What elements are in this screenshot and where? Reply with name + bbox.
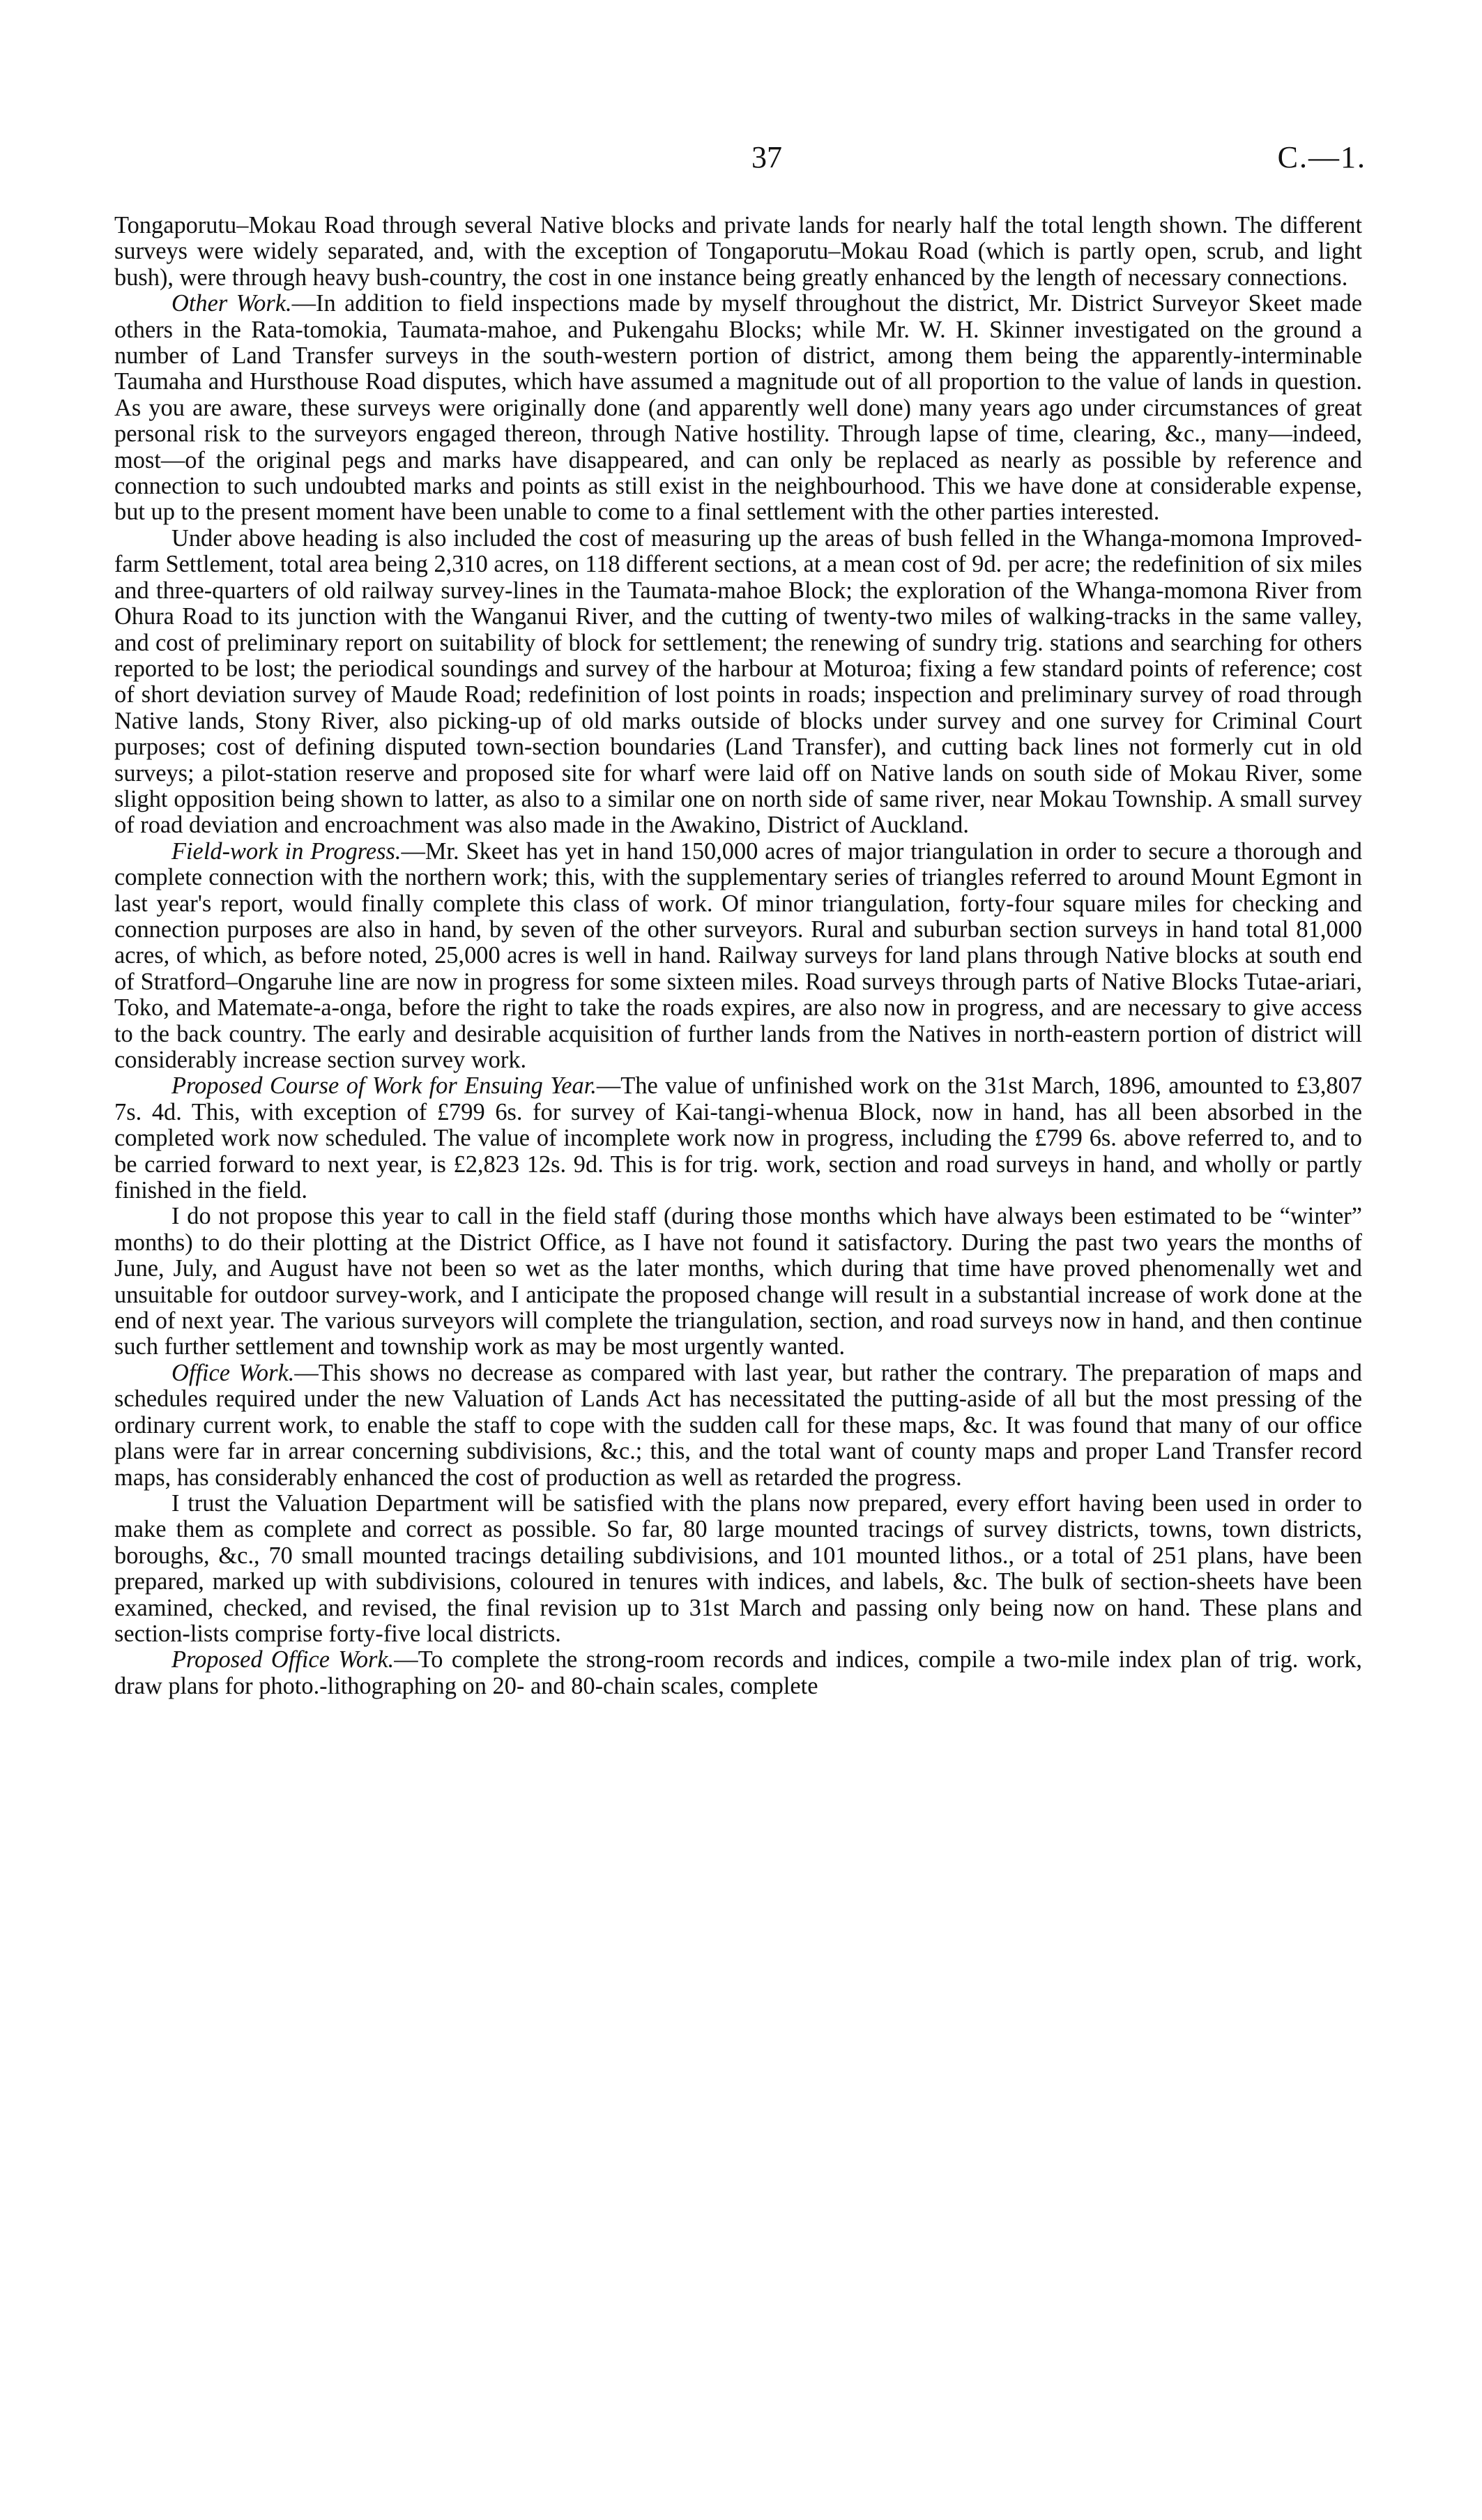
paragraph-text: I do not propose this year to call in the field staff (during those months which have always been estimated to be “winter” months) to do their plotting at the District Office, as I have not found it satisfactory. During the past two years the months of June, July, and August have not been so wet as the later months, which during that time have proved phenomenally wet and unsuitable for outdoor survey-work, and I anticipate the proposed change will result in a substantial increase of work done at the end of next year. The various surveyors will complete the triangulation, section, and road surveys now in hand, and then continue such further settlement and township work as may be most urgently wanted. bbox=[114, 1203, 1362, 1360]
paragraph-text: —Mr. Skeet has yet in hand 150,000 acres of major triangulation in order to secure a thorough and complete connection with the northern work; this, with the supplementary series of triangles referred to around Mount Egmont in last year's report, would finally complete this class of work. Of minor triangulation, forty-four square miles for checking and connection purposes are also in hand, by seven of the other surveyors. Rural and suburban section surveys in hand total 81,000 acres, of which, as before noted, 25,000 acres is well in hand. Railway surveys for land plans through Native blocks at south end of Stratford–Ongaruhe line are now in progress for some sixteen miles. Road surveys through parts of Native Blocks Tutae-ariari, Toko, and Matemate-a-onga, before the right to take the roads expires, are also now in progress, and are necessary to give access to the back country. The early and desirable acquisition of further lands from the Natives in north-eastern portion of district will considerably increase section survey work. bbox=[114, 837, 1362, 1073]
paragraph-text: —The value of unfinished work on the 31st March, 1896, amounted to £3,807 7s. 4d. This, with exception of £799 6s. for survey of Kai-tangi-whenua Block, now in hand, has all been absorbed in the completed work now scheduled. The value of incomplete work now in progress, including the £799 6s. above referred to, and to be carried forward to next year, is £2,823 12s. 9d. This is for trig. work, section and road surveys in hand, and wholly or partly finished in the field. bbox=[114, 1072, 1363, 1204]
paragraph-text: —To complete the strong-room records and indices, compile a two-mile index plan of trig. work, draw plans for photo.-lithographing on 20- and 80-chain scales, complete bbox=[114, 1646, 1363, 1699]
paragraph-lead: Office Work. bbox=[171, 1359, 295, 1386]
paragraph-text: —This shows no decrease as compared with last year, but rather the contrary. The preparation of maps and schedules required under the new Valuation of Lands Act has necessitated the putting-aside of all but the most pressing of the ordinary current work, to enable the staff to cope with the sudden call for these maps, &c. It was found that many of our office plans were far in arrear concerning subdivisions, &c.; this, and the total want of county maps and proper Land Transfer record maps, has considerably enhanced the cost of production as well as retarded the progress. bbox=[114, 1359, 1362, 1491]
paragraph-text: Tongaporutu–Mokau Road through several Native blocks and private lands for nearly half the total length shown. The different surveys were widely separated, and, with the exception of Tongaporutu–Mokau Road (which is partly open, scrub, and light bush), were through heavy bush-country, the cost in one instance being greatly enhanced by the length of necessary connections. bbox=[114, 212, 1362, 291]
paragraph bbox=[114, 213, 1362, 291]
paragraph-lead: Field-work in Progress. bbox=[171, 837, 402, 865]
paragraph-office-work bbox=[114, 1360, 1362, 1491]
paragraph bbox=[114, 1204, 1362, 1360]
paragraph-proposed-course bbox=[114, 1073, 1362, 1204]
paragraph-other-work bbox=[114, 291, 1362, 526]
paragraph-proposed-office-work bbox=[114, 1647, 1362, 1699]
paragraph-text: Under above heading is also included the cost of measuring up the areas of bush felled in the Whanga-momona Improved-farm Settlement, total area being 2,310 acres, on 118 different sections, at a mean cost of 9d. per acre; the redefinition of six miles and three-quarters of old railway survey-lines in the Taumata-mahoe Block; the exploration of the Whanga-momona River from Ohura Road to its junction with the Wanganui River, and the cutting of twenty-two miles of walking-tracks in the same valley, and cost of preliminary report on suitability of block for settlement; the renewing of sundry trig. stations and searching for others reported to be lost; the periodical soundings and survey of the harbour at Moturoa; fixing a few standard points of reference; cost of short deviation survey of Maude Road; redefinition of lost points in roads; inspection and preliminary survey of road through Native lands, Stony River, also picking-up of old marks outside of blocks under survey and one survey for Criminal Court purposes; cost of defining disputed town-section boundaries (Land Transfer), and cutting back lines not formerly cut in old surveys; a pilot-station reserve and proposed site for wharf were laid off on Native lands on south side of Mokau River, some slight opposition being shown to latter, as also to a similar one on north side of same river, near Mokau Township. A small survey of road deviation and encroachment was also made in the Awakino, District of Auckland. bbox=[114, 524, 1362, 839]
paragraph-lead: Other Work. bbox=[171, 290, 292, 317]
paragraph bbox=[114, 526, 1362, 839]
body-text bbox=[114, 213, 1362, 1699]
paragraph-text: I trust the Valuation Department will be satisfied with the plans now prepared, every effort having been used in order to make them as complete and correct as possible. So far, 80 large mounted tracings of survey districts, towns, town districts, boroughs, &c., 70 small mounted tracings detailing subdivisions, and 101 mounted lithos., or a total of 251 plans, have been prepared, marked up with subdivisions, coloured in tenures with indices, and labels, &c. The bulk of section-sheets have been examined, checked, and revised, the final revision up to 31st March and passing only being now on hand. These plans and section-lists comprise forty-five local districts. bbox=[114, 1489, 1362, 1647]
paragraph-lead: Proposed Office Work. bbox=[171, 1646, 395, 1673]
paragraph-lead: Proposed Course of Work for Ensuing Year. bbox=[171, 1072, 597, 1100]
paragraph-field-work bbox=[114, 839, 1362, 1074]
document-reference: C.—1. bbox=[1277, 140, 1366, 174]
paragraph-text: —In addition to field inspections made by myself throughout the district, Mr. District Surveyor Skeet made others in the Rata-tomokia, Taumata-mahoe, and Pukengahu Blocks; while Mr. W. H. Skinner investigated on the ground a number of Land Transfer surveys in the south-western portion of district, among them being the apparently-interminable Taumaha and Hursthouse Road disputes, which have assumed a magnitude out of all proportion to the value of lands in question. As you are aware, these surveys were originally done (and apparently well done) many years ago under circumstances of great personal risk to the surveyors engaged thereon, through Native hostility. Through lapse of time, clearing, &c., many—indeed, most—of the original pegs and marks have disappeared, and can only be replaced as nearly as possible by reference and connection to such undoubted marks and points as still exist in the neighbourhood. This we have done at considerable expense, but up to the present moment have been unable to come to a final settlement with the other parties interested. bbox=[114, 290, 1363, 526]
paragraph bbox=[114, 1491, 1362, 1647]
page-number: 37 bbox=[751, 140, 782, 174]
